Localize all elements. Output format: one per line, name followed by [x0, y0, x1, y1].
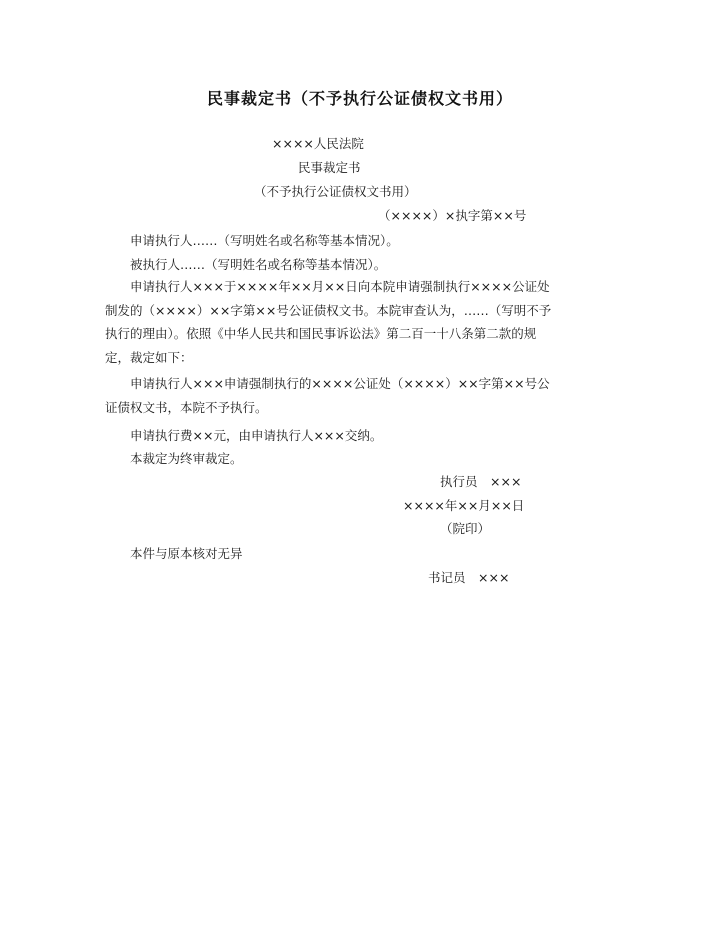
reasoning-paragraph: 申请执行人×××于××××年××月××日向本院申请强制执行××××公证处制发的（××××）××字第××号公证债权文书。本院审查认为，……（写明不予执行的理由）。依照《中华人民共和国民事诉讼法》第二百一十八条第二款的规定，裁定如下： [105, 279, 552, 365]
case-number: （××××）×执字第××号 [378, 208, 527, 223]
applicant-info: 申请执行人……（写明姓名或名称等基本情况）。 [130, 233, 399, 248]
document-type: 民事裁定书 [298, 160, 361, 175]
executor-signature: 执行员 ××× [440, 474, 522, 489]
fee-statement: 申请执行费××元，由申请执行人×××交纳。 [130, 428, 383, 443]
court-seal: （院印） [440, 521, 491, 536]
document-subtype: （不予执行公证债权文书用） [254, 184, 417, 199]
court-name: ××××人民法院 [272, 136, 364, 151]
respondent-info: 被执行人……（写明姓名或名称等基本情况）。 [130, 257, 387, 272]
clerk-signature: 书记员 ××× [428, 570, 510, 585]
ruling-paragraph: 申请执行人×××申请强制执行的××××公证处（××××）××字第××号公证债权文书，本院不予执行。 [105, 376, 550, 415]
document-title: 民事裁定书（不予执行公证债权文书用） [206, 89, 513, 108]
verification-note: 本件与原本核对无异 [130, 546, 243, 561]
ruling-date: ××××年××月××日 [403, 498, 525, 513]
finality-statement: 本裁定为终审裁定。 [130, 451, 243, 466]
